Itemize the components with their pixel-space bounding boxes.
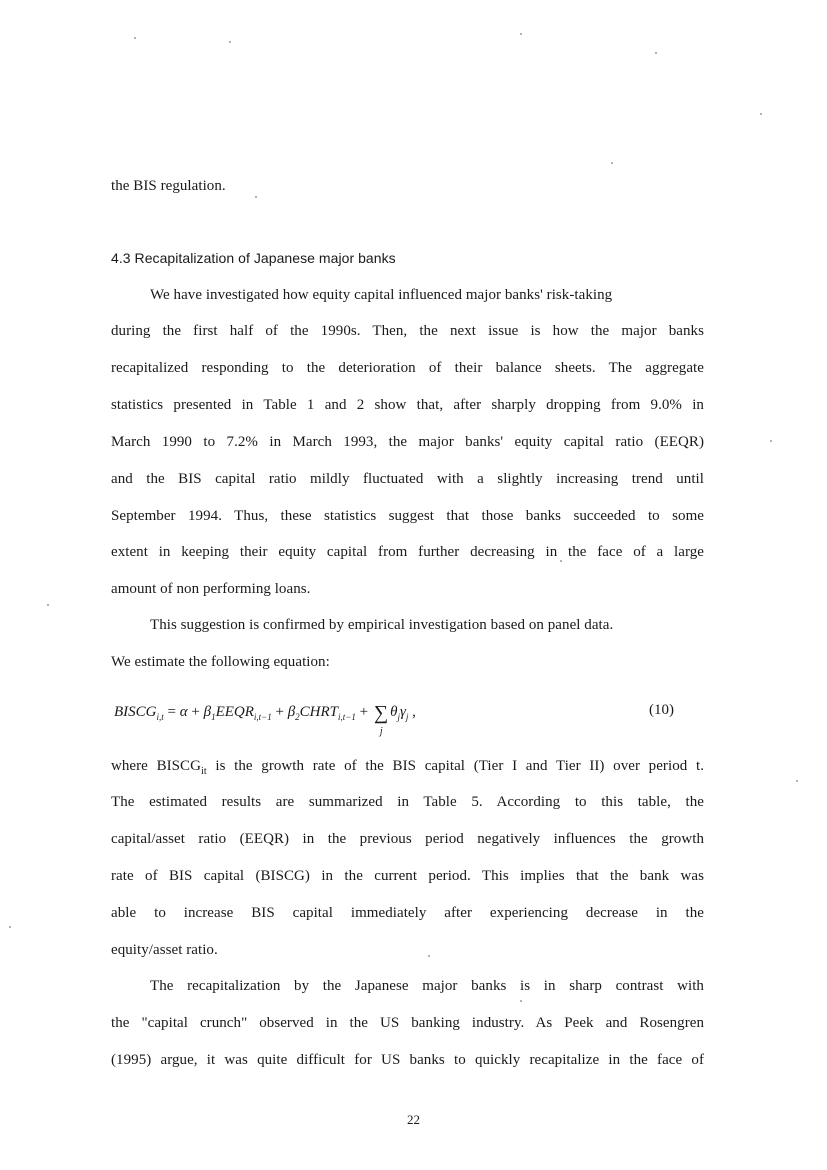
scan-speck [655, 52, 657, 54]
paragraph-line: equity/asset ratio. [111, 942, 218, 958]
sum-symbol: ∑ [373, 702, 389, 724]
equation-number: (10) [649, 702, 674, 718]
scan-speck [520, 1000, 522, 1002]
scan-speck [520, 33, 522, 35]
eq-trailing: , [408, 704, 416, 720]
scan-speck [9, 926, 11, 928]
paragraph-text: where BISCG [111, 758, 201, 774]
scan-speck [255, 196, 257, 198]
scan-speck [428, 955, 430, 957]
scan-speck [134, 37, 136, 39]
paragraph-line: rate of BIS capital (BISCG) in the current period. This implies that the bank was [111, 868, 704, 884]
scan-speck [796, 780, 798, 782]
paragraph-text: is the growth rate of the BIS capital (Tier I and Tier II) over period t. [206, 758, 704, 774]
eq-beta-2: β [287, 704, 296, 720]
eq-theta: θ [390, 704, 398, 720]
section-heading: 4.3 Recapitalization of Japanese major banks [111, 250, 396, 266]
paragraph-line: September 1994. Thus, these statistics suggest that those banks succeeded to some [111, 508, 704, 524]
eq-eeqr: EEQR [215, 704, 254, 720]
paragraph-line: The recapitalization by the Japanese major banks is in sharp contrast with [150, 978, 704, 994]
variable-subscript: it [201, 766, 207, 777]
eq-equals: = [163, 704, 180, 720]
paragraph-line: capital/asset ratio (EEQR) in the previous period negatively influences the growth [111, 831, 704, 847]
eq-plus-1: + [187, 704, 204, 720]
paragraph-line: and the BIS capital ratio mildly fluctuated with a slightly increasing trend until [111, 471, 704, 487]
scan-speck [760, 113, 762, 115]
summation-sign [373, 702, 389, 737]
paragraph-line: statistics presented in Table 1 and 2 show that, after sharply dropping from 9.0% in [111, 397, 704, 413]
sum-index: j [379, 726, 383, 737]
paragraph-line [111, 756, 704, 782]
eq-gamma-sub: j [405, 712, 409, 722]
scan-speck [560, 560, 562, 562]
eq-beta-1: β [203, 704, 212, 720]
scan-speck [611, 162, 613, 164]
paragraph-line: the "capital crunch" observed in the US banking industry. As Peek and Rosengren [111, 1015, 704, 1031]
scan-speck [229, 41, 231, 43]
scan-speck [770, 440, 772, 442]
paragraph-line: We estimate the following equation: [111, 654, 330, 670]
eq-plus-3: + [355, 704, 372, 720]
page-number: 22 [407, 1112, 420, 1127]
equation-body [114, 702, 416, 737]
eq-plus-2: + [271, 704, 288, 720]
equation-10 [111, 700, 704, 740]
eq-lhs-sub: i,t [156, 712, 164, 722]
paragraph-line: This suggestion is confirmed by empirical investigation based on panel data. [150, 617, 614, 633]
eq-chrt: CHRT [299, 704, 339, 720]
paragraph-line: during the first half of the 1990s. Then, the next issue is how the major banks [111, 323, 704, 339]
paragraph-line: extent in keeping their equity capital from further decreasing in the face of a large [111, 544, 704, 560]
eq-theta-sub: j [397, 712, 400, 722]
paragraph-line: able to increase BIS capital immediately after experiencing decrease in the [111, 905, 704, 921]
paragraph-line: recapitalized responding to the deterioration of their balance sheets. The aggregate [111, 360, 704, 376]
eq-eeqr-sub: i,t−1 [253, 712, 272, 722]
eq-lhs: BISCG [114, 704, 157, 720]
paragraph-line: (1995) argue, it was quite difficult for US banks to quickly recapitalize in the face of [111, 1052, 704, 1068]
paragraph-line: amount of non performing loans. [111, 581, 311, 597]
eq-gamma: γ [399, 704, 406, 720]
eq-chrt-sub: i,t−1 [338, 712, 356, 722]
paragraph-line: The estimated results are summarized in Table 5. According to this table, the [111, 794, 704, 810]
paragraph-line: March 1990 to 7.2% in March 1993, the major banks' equity capital ratio (EEQR) [111, 434, 704, 450]
paragraph-line: We have investigated how equity capital influenced major banks' risk-taking [150, 287, 613, 303]
eq-beta-1-sub: 1 [211, 712, 216, 722]
eq-beta-2-sub: 2 [295, 712, 300, 722]
eq-alpha: α [179, 704, 188, 720]
scan-speck [47, 604, 49, 606]
carry-over-line: the BIS regulation. [111, 178, 226, 194]
